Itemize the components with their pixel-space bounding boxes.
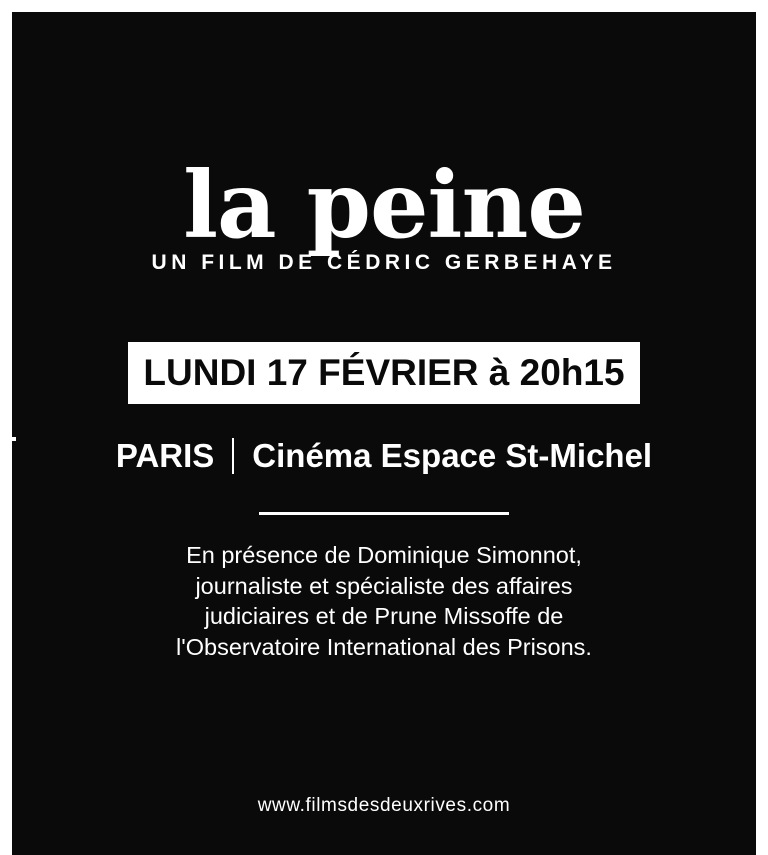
guest-note (12, 540, 756, 662)
guest-note-line: En présence de Dominique Simonnot, (186, 542, 582, 568)
screening-date-banner (128, 342, 640, 404)
title-block (12, 151, 756, 275)
guest-note-line: judiciaires et de Prune Missoffe de (204, 603, 564, 630)
website-url[interactable]: www.filmsdesdeuxrives.com (257, 795, 511, 816)
guest-note-line: l'Observatoire International des Prisons. (176, 633, 592, 660)
film-poster (12, 12, 756, 855)
venue-line (12, 437, 756, 475)
screening-date-text: LUNDI 17 FÉVRIER à 20h15 (143, 352, 625, 393)
director-credit: UN FILM DE CÉDRIC GERBEHAYE (151, 251, 617, 275)
venue-place: Cinéma Espace St-Michel (252, 437, 653, 474)
guest-note-line: journaliste et spécialiste des affaires (195, 572, 573, 599)
divider-rule (259, 512, 509, 515)
page-title: la peine (183, 151, 585, 259)
venue-city: PARIS (115, 437, 215, 474)
